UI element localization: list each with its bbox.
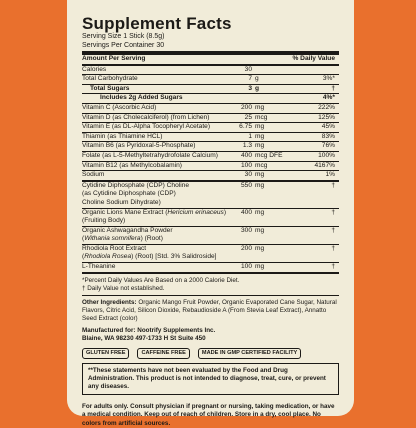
nutrient-row: Total Carbohydrate 7 g 3%* bbox=[82, 75, 339, 85]
serving-size: Serving Size 1 Stick (8.5g) bbox=[82, 33, 165, 40]
label-title: Supplement Facts bbox=[82, 14, 232, 33]
nutrient-row: Vitamin D (as Cholecalciferol) (from Lichen) 25 mcg 125% bbox=[82, 114, 339, 124]
amount-header: Amount Per Serving bbox=[82, 55, 146, 62]
nutrient-row: Vitamin B12 (as Methylcobalamin) 100 mcg 4167% bbox=[82, 162, 339, 172]
caffeine-free-badge: CAFFEINE FREE bbox=[137, 348, 189, 359]
table-header bbox=[82, 55, 339, 66]
badge-row bbox=[82, 348, 339, 359]
dv-header: % Daily Value bbox=[292, 55, 335, 62]
manufacturer-line-2: Blaine, WA 98230 497-1733 H St Suite 450 bbox=[82, 335, 206, 343]
nutrient-row: Calories 30 bbox=[82, 66, 339, 76]
blend-row: Organic Lions Mane Extract (Hericium erinaceus) (Fruiting Body) 400 mg † bbox=[82, 209, 339, 227]
nutrient-row: Vitamin C (Ascorbic Acid) 200 mg 222% bbox=[82, 104, 339, 114]
usage-warning: For adults only. Consult physician if pregnant or nursing, taking medication, or have a medical condition. Keep out of reach of children. Store in a dry, cool place. No colors from artificial sources. bbox=[82, 403, 335, 427]
blend-row: Cytidine Diphosphate (CDP) Choline (as Cytidine Diphosphate (CDP) Choline Sodium Dihydrate) 550 mg † bbox=[82, 182, 339, 209]
supplement-facts-label bbox=[67, 0, 354, 427]
footnote-dagger: † Daily Value not established. bbox=[82, 284, 165, 292]
blend-row: Organic Ashwagandha Powder (Withania somnifera) (Root) 300 mg † bbox=[82, 227, 339, 245]
nutrient-row: Sodium 30 mg 1% bbox=[82, 171, 339, 182]
gmp-badge: MADE IN GMP CERTIFIED FACILITY bbox=[198, 348, 301, 359]
nutrient-row: Folate (as L-5-Methyltetrahydrofolate Calcium) 400 mcg DFE 100% bbox=[82, 152, 339, 162]
nutrient-row: Thiamin (as Thiamine HCL) 1 mg 83% bbox=[82, 133, 339, 143]
nutrient-row: Vitamin E (as DL-Alpha Tocopheryl Acetate) 6.75 mg 45% bbox=[82, 123, 339, 133]
footnote-dv: *Percent Daily Values Are Based on a 2000 Calorie Diet. bbox=[82, 276, 240, 284]
fda-disclaimer: **These statements have not been evaluated by the Food and Drug Administration. This product is not intended to diagnose, treat, cure, or prevent any diseases. bbox=[82, 363, 339, 396]
manufacturer-line-1: Manufactured for: Nootrify Supplements Inc. bbox=[82, 327, 216, 335]
nutrient-row: Includes 2g Added Sugars 4%* bbox=[82, 94, 339, 104]
other-ingredients: Other Ingredients: Organic Mango Fruit Powder, Organic Evaporated Cane Sugar, Natural Flavors, Citric Acid, Silicon Dioxide, Rebaudioside A (From Stevia Leaf Extract), Annatto Seed Extract (color) bbox=[82, 298, 337, 323]
nutrient-row: Vitamin B6 (as Pyridoxal-5-Phosphate) 1.3 mg 76% bbox=[82, 142, 339, 152]
nutrient-row: Total Sugars 3 g † bbox=[82, 85, 339, 95]
servings-per-container: Servings Per Container 30 bbox=[82, 41, 165, 49]
blend-row: L-Theanine 100 mg † bbox=[82, 263, 339, 274]
gluten-free-badge: GLUTEN FREE bbox=[82, 348, 129, 359]
blend-row: Rhodiola Root Extract (Rhodiola Rosea) (Root) [Std. 3% Salidroside] 200 mg † bbox=[82, 245, 339, 263]
